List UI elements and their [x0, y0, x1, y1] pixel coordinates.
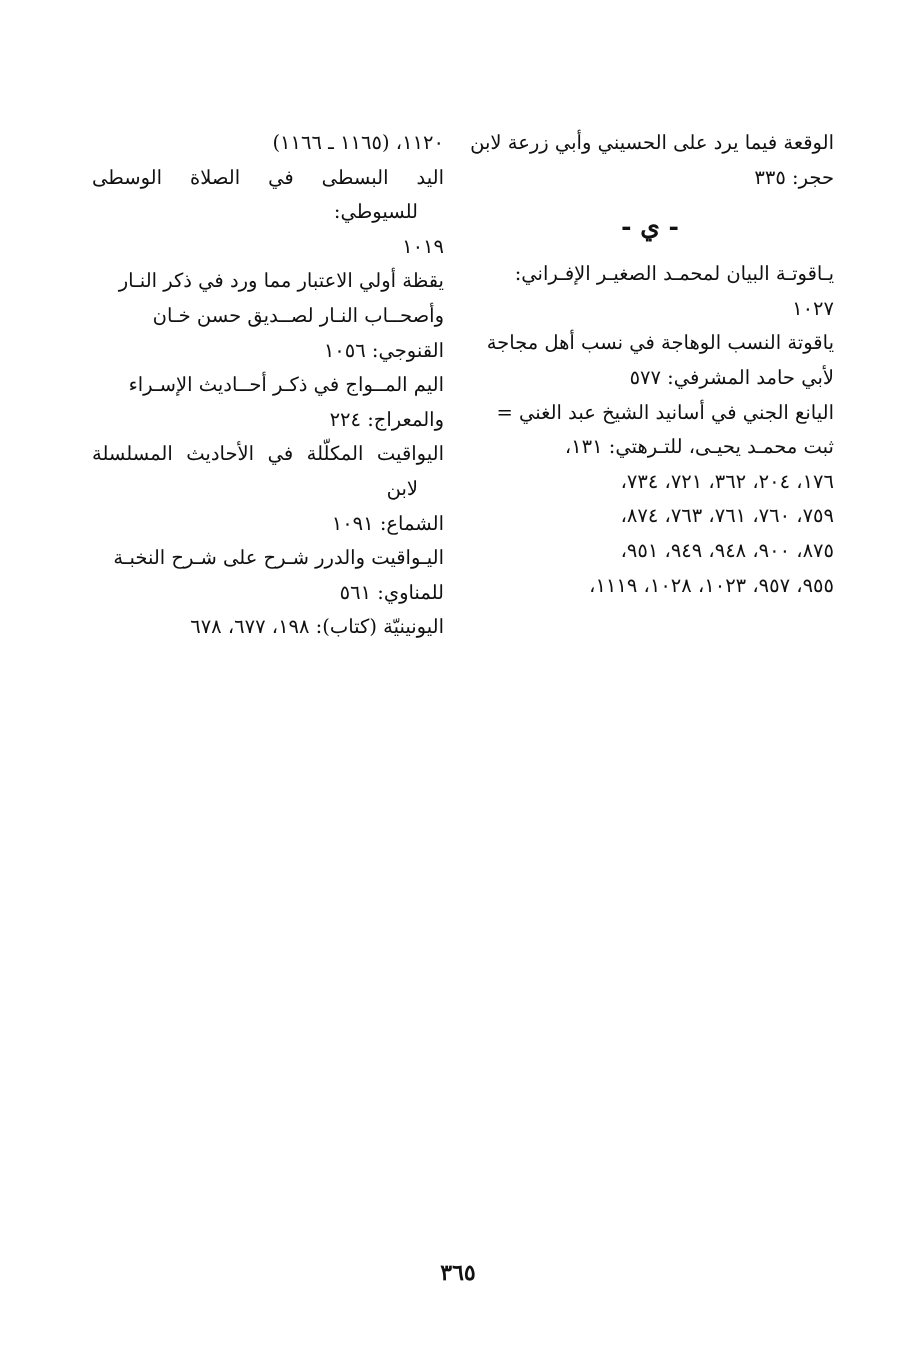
index-entry	[92, 368, 444, 437]
index-entry-line: ١٧٦، ٢٠٤، ٣٦٢، ٧٢١، ٧٣٤،	[620, 469, 834, 493]
index-entry-line: للمناوي: ٥٦١	[339, 580, 444, 604]
index-entry	[92, 437, 444, 541]
index-entry-line: الشماع: ١٠٩١	[331, 511, 444, 535]
index-column-right	[466, 126, 834, 603]
index-entry-line: ٧٥٩، ٧٦٠، ٧٦١، ٧٦٣، ٨٧٤،	[620, 504, 834, 528]
index-entry-line: اليواقيت المكلّلة في الأحاديث المسلسلة لابن	[92, 442, 444, 500]
index-entry	[466, 126, 834, 195]
index-entry-line: اليد البسطى في الصلاة الوسطى للسيوطي:	[92, 165, 444, 224]
index-column-left	[92, 126, 444, 645]
letter-heading: - ي -	[621, 212, 679, 242]
index-entry-line: القنوجي: ١٠٥٦	[323, 338, 444, 362]
index-entry-line: ثبت محمـد يحيـى، للتـرهتي: ١٣١،	[564, 435, 834, 459]
index-entry	[92, 264, 444, 368]
index-entry-line: والمعراج: ٢٢٤	[329, 407, 444, 431]
index-entry	[92, 541, 444, 610]
index-entry-line: ٨٧٥، ٩٠٠، ٩٤٨، ٩٤٩، ٩٥١،	[620, 538, 834, 562]
index-entry-line: وأصحــاب النـار لصــديق حسن خـان	[152, 303, 444, 327]
index-entry-line: ياقوتة النسب الوهاجة في نسب أهل مجاجة	[486, 331, 834, 355]
index-entry	[466, 257, 834, 326]
index-entry-line: الوقعة فيما يرد على الحسيني وأبي زرعة لابن	[470, 131, 834, 154]
index-entry-line: لأبي حامد المشرفي: ٥٧٧	[629, 365, 834, 389]
index-entry-line: يـاقوتـة البيان لمحمـد الصغيـر الإفـراني:	[514, 262, 834, 286]
index-entry-line: يقظة أولي الاعتبار مما ورد في ذكر النـار	[118, 269, 444, 293]
index-entry	[92, 126, 444, 161]
index-entry-line: اليم المــواج في ذكـر أحــاديث الإسـراء	[128, 373, 444, 397]
index-entry-line: ١٠١٩	[402, 234, 444, 258]
index-entry-line: ٩٥٥، ٩٥٧، ١٠٢٣، ١٠٢٨، ١١١٩،	[589, 573, 834, 597]
index-entry-line: حجر: ٣٣٥	[754, 165, 834, 189]
index-entry	[92, 610, 444, 645]
index-entry-line: ١٠٢٧	[792, 296, 834, 320]
index-entry-line: اليانع الجني في أسانيد الشيخ عبد الغني =	[496, 400, 834, 424]
index-entry	[466, 326, 834, 395]
page-number: ٣٦٥	[440, 1260, 476, 1286]
index-entry-line: اليـواقيت والدرر شـرح على شـرح النخبـة	[113, 546, 444, 570]
index-entry-line: اليونينيّة (كتاب): ١٩٨، ٦٧٧، ٦٧٨	[190, 615, 444, 639]
index-entry	[92, 161, 444, 265]
index-entry	[466, 396, 834, 604]
index-entry-line: ١١٢٠، (١١٦٥ ـ ١١٦٦)	[272, 131, 444, 154]
